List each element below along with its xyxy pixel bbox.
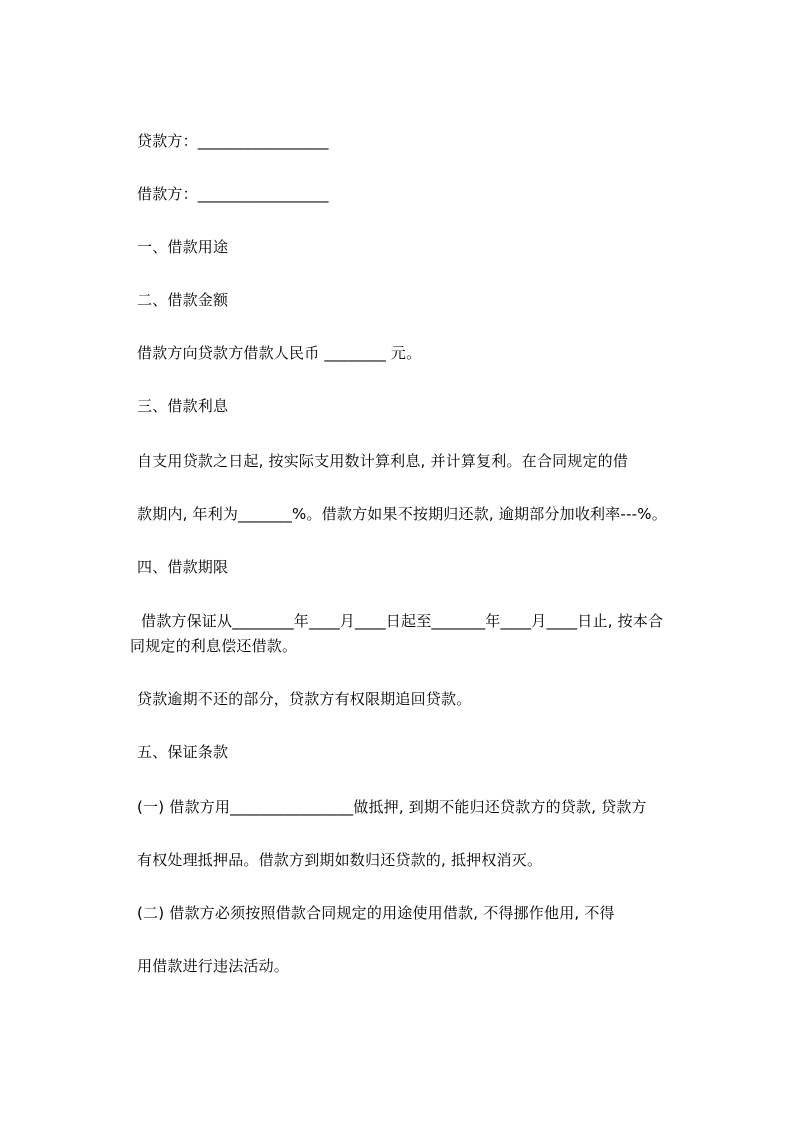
section-heading-amount: 二、借款金额 <box>137 291 229 309</box>
section-heading-term: 四、借款期限 <box>137 558 229 576</box>
guarantee-clause-2-line-2: 用借款进行违法活动。 <box>137 957 290 975</box>
term-text-line-1: 借款方保证从________年____月____日起至_______年____月____日止, 按本合 <box>141 612 664 630</box>
guarantee-clause-1-line-1: (一) 借款方用________________做抵押, 到期不能归还贷款方的贷款, 贷款方 <box>137 798 647 816</box>
overdue-text: 贷款逾期不还的部分，贷款方有权限期追回贷款。 <box>137 690 472 708</box>
interest-text-line-1: 自支用贷款之日起, 按实际支用数计算利息, 并计算复利。在合同规定的借 <box>137 452 629 470</box>
amount-text: 借款方向贷款方借款人民币 ________ 元。 <box>137 344 422 362</box>
section-heading-purpose: 一、借款用途 <box>137 238 229 256</box>
guarantee-clause-1-line-2: 有权处理抵押品。借款方到期如数归还贷款的, 抵押权消灭。 <box>137 851 543 869</box>
term-text-line-2: 同规定的利息偿还借款。 <box>130 637 298 655</box>
interest-text-line-2: 款期内, 年利为_______%。借款方如果不按期归还款, 逾期部分加收利率---%。 <box>137 505 667 523</box>
borrower-line: 借款方：_________________ <box>137 185 329 203</box>
lender-line: 贷款方：_________________ <box>137 132 329 150</box>
guarantee-clause-2-line-1: (二) 借款方必须按照借款合同规定的用途使用借款, 不得挪作他用, 不得 <box>137 904 615 922</box>
section-heading-guarantee: 五、保证条款 <box>137 743 229 761</box>
section-heading-interest: 三、借款利息 <box>137 397 229 415</box>
